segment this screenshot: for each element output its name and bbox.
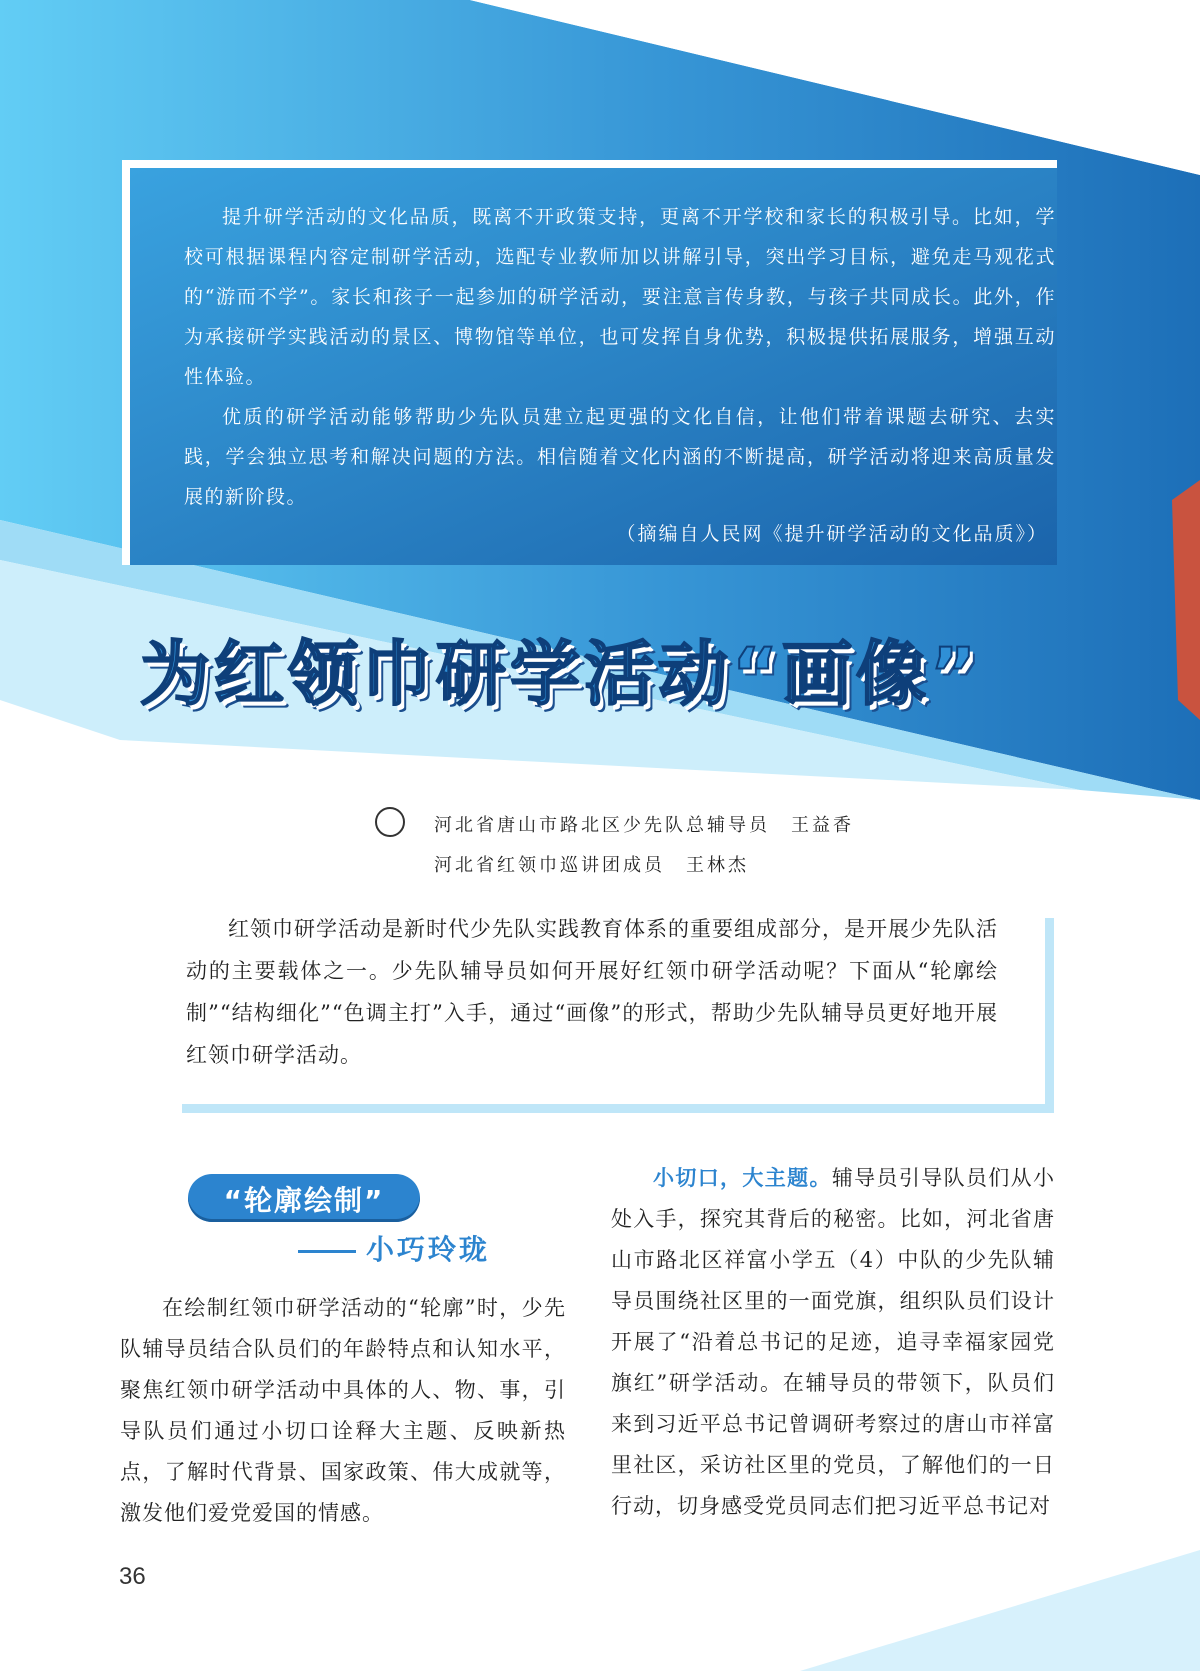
byline-author-2: 河北省红领巾巡讲团成员 王林杰 (434, 855, 749, 876)
byline (434, 806, 854, 886)
byline-author-1: 河北省唐山市路北区少先队总辅导员 王益香 (434, 815, 854, 836)
right-column-paragraph (611, 1158, 1055, 1527)
section-subtitle: 小巧玲珑 (366, 1233, 491, 1266)
left-column-text: 在绘制红领巾研学活动的“轮廓”时，少先队辅导员结合队员们的年龄特点和认知水平，聚焦红领巾研学活动中具体的人、物、事，引导队员们通过小切口诠释大主题、反映新热点，了解时代背景、国家政策、伟大成就等，激发他们爱党爱国的情感。 (120, 1296, 566, 1525)
section-heading-pill (188, 1174, 420, 1222)
right-column (611, 1158, 1055, 1527)
section-subheading (298, 1228, 490, 1268)
dash-line (298, 1250, 356, 1253)
section-heading: “轮廓绘制” (223, 1184, 385, 1217)
right-column-lead: 小切口，大主题。 (653, 1166, 832, 1190)
circle-bullet-icon (375, 807, 405, 837)
article-headline: 为红领巾研学活动“画像” (140, 633, 981, 715)
intro-text: 红领巾研学活动是新时代少先队实践教育体系的重要组成部分，是开展少先队活动的主要载体之一。少先队辅导员如何开展好红领巾研学活动呢？下面从“轮廓绘制”“结构细化”“色调主打”入手，通过“画像”的形式，帮助少先队辅导员更好地开展红领巾研学活动。 (186, 917, 998, 1067)
intro-paragraph (186, 908, 998, 1076)
quote-paragraph: 提升研学活动的文化品质，既离不开政策支持，更离不开学校和家长的积极引导。比如，学校可根据课程内容定制研学活动，选配专业教师加以讲解引导，突出学习目标，避免走马观花式的“游而不学”。家长和孩子一起参加的研学活动，要注意言传身教，与孩子共同成长。此外，作为承接研学实践活动的景区、博物馆等单位，也可发挥自身优势，积极提供拓展服务，增强互动性体验。 (184, 206, 1056, 388)
left-column (120, 1288, 566, 1534)
page-number: 36 (119, 1563, 146, 1590)
quote-box-text (184, 197, 1056, 517)
quote-source: （摘编自人民网《提升研学活动的文化品质》） (616, 523, 1048, 545)
quote-paragraph: 优质的研学活动能够帮助少先队员建立起更强的文化自信，让他们带着课题去研究、去实践，学会独立思考和解决问题的方法。相信随着文化内涵的不断提高，研学活动将迎来高质量发展的新阶段。 (184, 406, 1056, 508)
right-column-text: 辅导员引导队员们从小处入手，探究其背后的秘密。比如，河北省唐山市路北区祥富小学五（4）中队的少先队辅导员围绕社区里的一面党旗，组织队员们设计开展了“沿着总书记的足迹，追寻幸福家园党旗红”研学活动。在辅导员的带领下，队员们来到习近平总书记曾调研考察过的唐山市祥富里社区，采访社区里的党员，了解他们的一日行动，切身感受党员同志们把习近平总书记对 (611, 1166, 1056, 1518)
